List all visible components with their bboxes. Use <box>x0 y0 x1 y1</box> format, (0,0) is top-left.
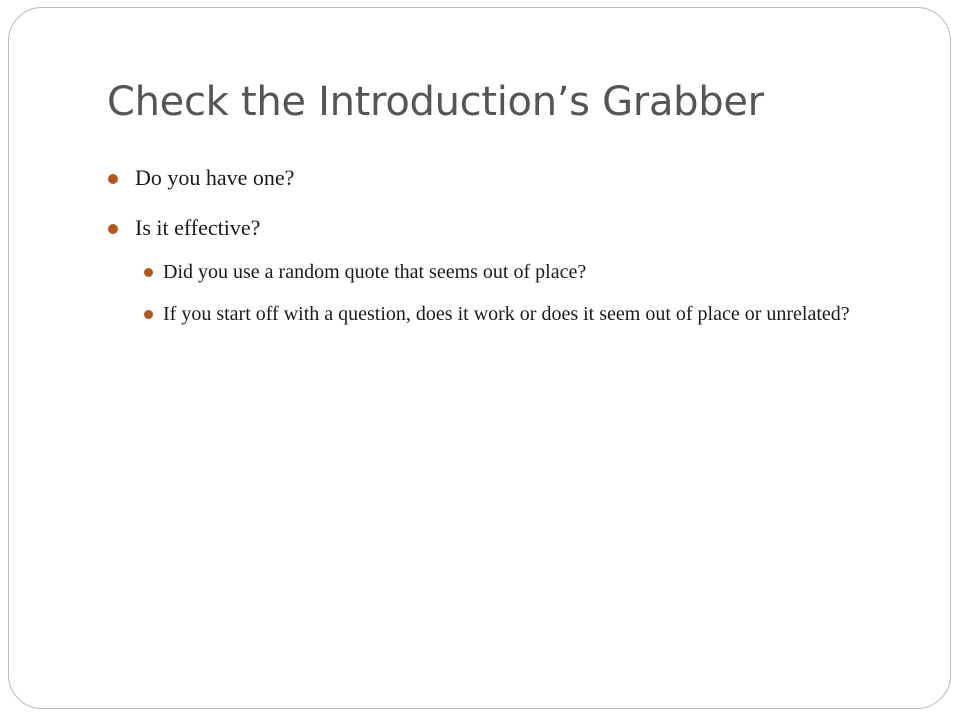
bullet-dot-icon <box>144 268 153 277</box>
bullet-dot-icon <box>108 174 118 184</box>
bullet-dot-icon <box>108 224 118 234</box>
bullet-item <box>135 214 260 242</box>
slide-title: Check the Introduction’s Grabber <box>107 79 764 125</box>
sub-bullet-text: Did you use a random quote that seems out of place? <box>163 261 587 283</box>
sub-bullet-text: If you start off with a question, does it work or does it seem out of place or unrelated? <box>163 303 850 325</box>
sub-bullet-item <box>163 257 863 287</box>
bullet-text: Do you have one? <box>135 165 295 190</box>
sub-bullet-item <box>163 299 863 329</box>
bullet-dot-icon <box>144 310 153 319</box>
bullet-text: Is it effective? <box>135 215 261 240</box>
bullet-item <box>135 164 294 192</box>
